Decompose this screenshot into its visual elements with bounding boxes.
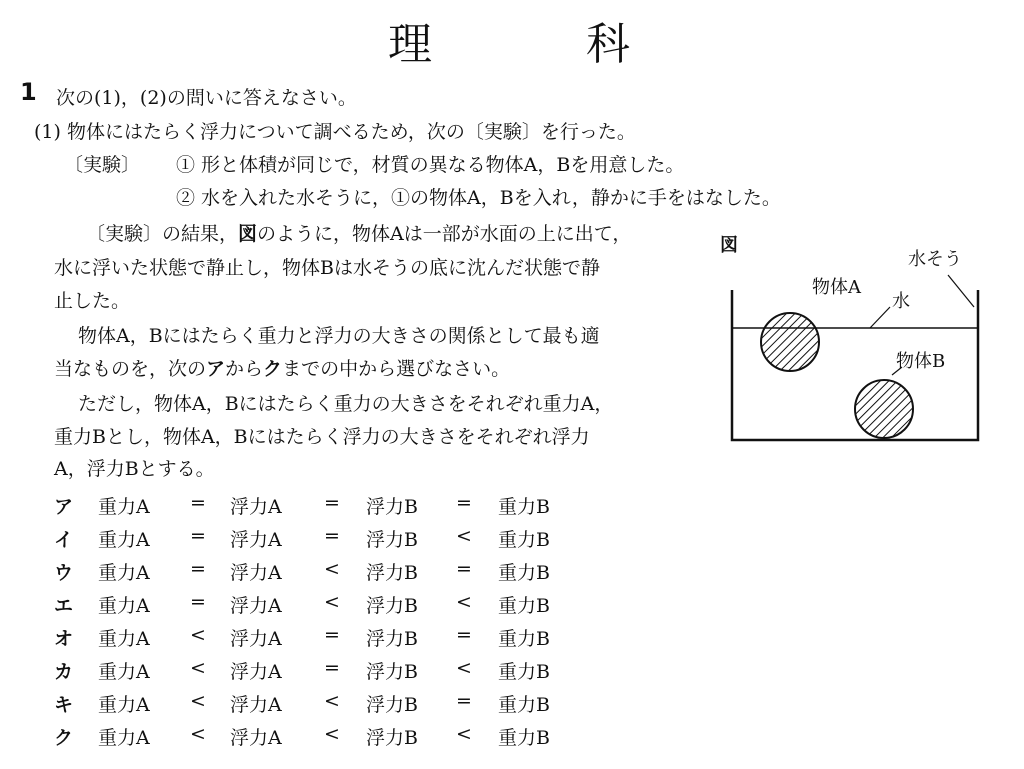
experiment-step-2: ② 水を入れた水そうに，①の物体A，Bを入れ，静かに手をはなした。 <box>176 187 781 209</box>
result-line-1-pre: 〔実験〕の結果， <box>86 223 239 245</box>
option-operator-2: < <box>324 690 340 712</box>
experiment-figure <box>720 235 990 455</box>
option-operator-3: = <box>456 624 472 646</box>
option-operator-2: < <box>324 591 340 613</box>
subquestion-1: (1) 物体にはたらく浮力について調べるため，次の〔実験〕を行った。 <box>34 121 636 143</box>
option-term-1: 重力A <box>98 628 150 650</box>
option-operator-1: = <box>190 591 206 613</box>
object-a <box>761 313 819 371</box>
option-term-1: 重力A <box>98 595 150 617</box>
question-intro: 次の(1)，(2)の問いに答えなさい。 <box>56 87 357 109</box>
option-term-4: 重力B <box>498 661 550 683</box>
option-operator-3: < <box>456 591 472 613</box>
ask-line-1: 物体A，Bにはたらく重力と浮力の大きさの関係として最も適 <box>78 325 600 347</box>
option-letter: ク <box>54 727 74 749</box>
option-term-2: 浮力A <box>230 727 282 749</box>
option-operator-1: = <box>190 558 206 580</box>
ask-option-end: ク <box>263 358 283 380</box>
option-letter: ウ <box>54 562 74 584</box>
figure-diagram <box>720 235 990 455</box>
option-term-3: 浮力B <box>366 727 418 749</box>
water-label: 水 <box>892 291 910 312</box>
option-term-1: 重力A <box>98 727 150 749</box>
option-term-4: 重力B <box>498 496 550 518</box>
option-operator-3: < <box>456 525 472 547</box>
option-letter: オ <box>54 628 74 650</box>
water-leader-line <box>870 307 890 328</box>
option-term-3: 浮力B <box>366 562 418 584</box>
ask-line-2-post: までの中から選びなさい。 <box>282 358 511 380</box>
option-term-2: 浮力A <box>230 694 282 716</box>
result-line-3: 止した。 <box>54 290 131 312</box>
tank-leader-line <box>948 275 974 307</box>
option-term-2: 浮力A <box>230 661 282 683</box>
option-operator-2: = <box>324 492 340 514</box>
option-term-1: 重力A <box>98 661 150 683</box>
option-operator-3: = <box>456 492 472 514</box>
option-term-3: 浮力B <box>366 595 418 617</box>
option-operator-3: < <box>456 657 472 679</box>
option-term-3: 浮力B <box>366 529 418 551</box>
object-a-label: 物体A <box>812 277 861 298</box>
figure-label: 図 <box>720 235 738 256</box>
option-letter: キ <box>54 694 74 716</box>
experiment-step-1: ① 形と体積が同じで，材質の異なる物体A，Bを用意した。 <box>176 154 685 176</box>
option-letter: エ <box>54 595 74 617</box>
option-operator-2: < <box>324 723 340 745</box>
object-b-label: 物体B <box>896 351 946 372</box>
question-number: 1 <box>20 78 37 106</box>
option-term-4: 重力B <box>498 628 550 650</box>
option-operator-3: = <box>456 690 472 712</box>
option-operator-1: < <box>190 657 206 679</box>
option-operator-3: < <box>456 723 472 745</box>
option-term-1: 重力A <box>98 496 150 518</box>
option-term-1: 重力A <box>98 529 150 551</box>
option-letter: カ <box>54 661 74 683</box>
result-line-1-post: のように，物体Aは一部が水面の上に出て， <box>257 223 632 245</box>
option-letter: イ <box>54 529 74 551</box>
option-term-3: 浮力B <box>366 694 418 716</box>
ask-line-2 <box>54 357 510 381</box>
option-term-2: 浮力A <box>230 562 282 584</box>
option-term-2: 浮力A <box>230 529 282 551</box>
result-line-2: 水に浮いた状態で静止し，物体Bは水そうの底に沈んだ状態で静 <box>54 257 600 279</box>
option-term-2: 浮力A <box>230 628 282 650</box>
option-operator-2: = <box>324 657 340 679</box>
note-line-3: A，浮力Bとする。 <box>54 458 215 480</box>
option-term-2: 浮力A <box>230 595 282 617</box>
ask-option-start: ア <box>206 358 226 380</box>
option-operator-3: = <box>456 558 472 580</box>
option-term-1: 重力A <box>98 562 150 584</box>
option-term-3: 浮力B <box>366 661 418 683</box>
option-term-4: 重力B <box>498 595 550 617</box>
option-letter: ア <box>54 496 74 518</box>
option-operator-2: = <box>324 624 340 646</box>
ask-line-2-pre: 当なものを，次の <box>54 358 207 380</box>
option-operator-2: = <box>324 525 340 547</box>
option-term-3: 浮力B <box>366 496 418 518</box>
title-char-ri: 理 <box>388 19 432 70</box>
option-term-3: 浮力B <box>366 628 418 650</box>
title-char-ka: 科 <box>586 19 630 70</box>
object-b <box>855 380 913 438</box>
option-operator-1: = <box>190 492 206 514</box>
option-term-4: 重力B <box>498 529 550 551</box>
option-term-4: 重力B <box>498 727 550 749</box>
option-operator-1: < <box>190 690 206 712</box>
option-term-4: 重力B <box>498 694 550 716</box>
option-operator-1: < <box>190 624 206 646</box>
ask-line-2-mid: から <box>225 358 264 380</box>
note-line-2: 重力Bとし，物体A，Bにはたらく浮力の大きさをそれぞれ浮力 <box>54 426 590 448</box>
option-operator-1: < <box>190 723 206 745</box>
option-term-4: 重力B <box>498 562 550 584</box>
option-operator-1: = <box>190 525 206 547</box>
note-line-1: ただし，物体A，Bにはたらく重力の大きさをそれぞれ重力A， <box>78 393 614 415</box>
option-operator-2: < <box>324 558 340 580</box>
result-line-1 <box>86 222 631 246</box>
figure-reference: 図 <box>238 223 258 245</box>
option-term-2: 浮力A <box>230 496 282 518</box>
option-term-1: 重力A <box>98 694 150 716</box>
experiment-label: 〔実験〕 <box>64 154 141 176</box>
tank-label: 水そう <box>908 249 962 270</box>
